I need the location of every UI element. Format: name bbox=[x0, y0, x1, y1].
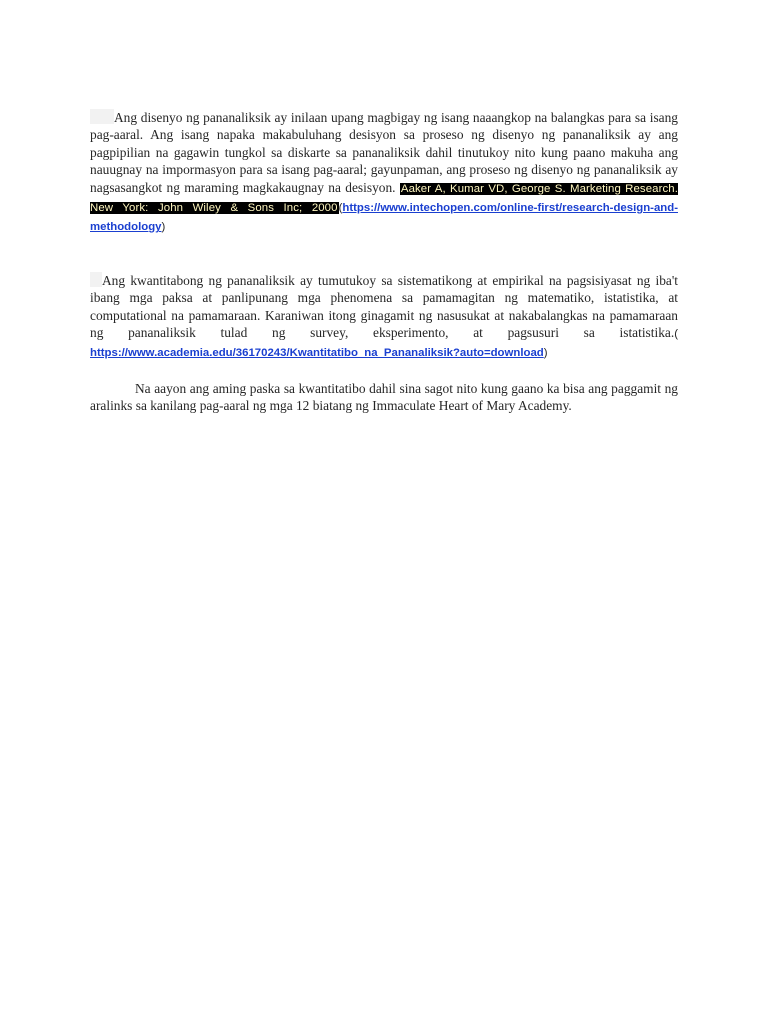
paragraph-text: Ang disenyo ng pananaliksik ay inilaan upang magbigay ng isang naaangkop na balangkas para sa isang pag-aaral. Ang isang napaka makabuluhang desisyon sa proseso ng disenyo ng pananaliksik ay ang pagpipilian na gagawin tungkol sa diskarte sa pananaliksik dahil tinutukoy nito kung paano makuha ang nauugnay na impormasyon para sa isang pag-aaral; gayunpaman, ang proseso ng disenyo ng pananaliksik ay nagsasangkot ng maraming magkakaugnay na desisyon. bbox=[90, 110, 678, 195]
paragraph-conclusion bbox=[90, 380, 678, 415]
citation-highlight: Aaker A, Kumar VD, George S. Marketing Research. New York: John Wiley & Sons Inc; 2000 bbox=[90, 182, 678, 215]
paragraph-text: Na aayon ang aming paska sa kwantitatibo dahil sina sagot nito kung gaano ka bisa ang paggamit ng aralinks sa kanilang pag-aaral ng mga 12 biatang ng Immaculate Heart of Mary Academy. bbox=[90, 380, 678, 414]
document-page bbox=[90, 109, 678, 415]
source-link-academia[interactable]: https://www.academia.edu/36170243/Kwantitatibo_na_Pananaliksik?auto=download bbox=[90, 347, 544, 360]
paren-open: ( bbox=[338, 202, 343, 215]
indent-marker bbox=[90, 109, 114, 124]
paragraph-text: Ang kwantitabong ng pananaliksik ay tumutukoy sa sistematikong at empirikal na pagsisiyasat ng iba't ibang mga paksa at panlipunang mga phenomena sa pamamagitan ng matematiko, istatistika, at computational na pamamaraan. Karaniwan itong ginagamit ng nasusukat at nakabalangkas na pamamaraan ng pananaliksik tulad ng survey, eksperimento, at pagsusuri sa istatistika. bbox=[90, 272, 678, 341]
paragraph-quantitative bbox=[90, 272, 678, 363]
paren-close: ) bbox=[543, 347, 548, 360]
paragraph-research-design bbox=[90, 109, 678, 237]
paren-close: ) bbox=[161, 221, 166, 234]
paren-open: ( bbox=[674, 328, 678, 341]
source-link-intechopen[interactable]: https://www.intechopen.com/online-first/research-design-and-methodology bbox=[90, 202, 678, 234]
indent-marker bbox=[90, 272, 102, 287]
